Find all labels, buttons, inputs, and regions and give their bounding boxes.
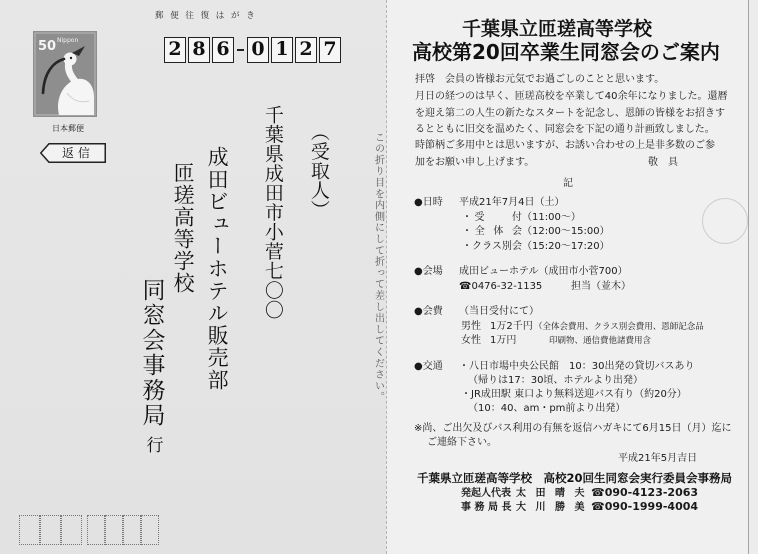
transport-line: ・JR成田駅 東口より無料送迎バス有り（約20分）	[461, 389, 687, 400]
stamp-value: 50	[38, 39, 57, 54]
venue-label: ●会場	[414, 266, 443, 277]
recipient-org-line-1: 成田ビューホテル販売部	[205, 146, 230, 392]
postcard-header-label: 郵 便 往 復 は が き	[155, 11, 257, 21]
organizer: 千葉県立匝瑳高等学校 高校20回生同窓会実行委員会事務局	[417, 471, 733, 485]
venue-contact: 担当（並木）	[571, 281, 631, 292]
ki-heading: 記	[563, 178, 573, 189]
stamp-graphic	[33, 31, 97, 117]
fee-row	[414, 306, 539, 318]
venue-name: 成田ビューホテル（成田市小菅700）	[459, 266, 628, 277]
postal-code-separator	[237, 49, 244, 51]
fee-amount: 1万2千円	[490, 321, 533, 332]
postal-code-digit: 2	[295, 37, 317, 63]
greeting-line: を迎え第二の人生の新たなスタートを記念し、恩師の皆様をお招きす	[415, 108, 725, 119]
sender-postal-box	[123, 515, 141, 545]
schedule-item	[462, 241, 610, 253]
postal-code-digit: 2	[164, 37, 186, 63]
contact-row	[461, 487, 698, 500]
fee-amount: 1万円	[490, 335, 517, 346]
sender-postal-box	[19, 515, 40, 545]
fold-line	[386, 0, 387, 554]
contact-name: 太 田 晴 夫	[516, 488, 588, 499]
greeting-line: るとともに旧交を温めたく、同窓会を下記の通り計画致しました。	[415, 124, 715, 135]
transport-line: ・八日市場中央公民館 10：30出発の貸切バスあり	[459, 361, 695, 372]
schedule-item	[462, 226, 610, 238]
postal-code-digit: 6	[212, 37, 234, 63]
sender-postal-box	[105, 515, 123, 545]
card-edge	[748, 0, 749, 554]
contact-name: 大 川 勝 美	[516, 502, 588, 513]
postal-code-digit: 8	[188, 37, 210, 63]
contact-row	[461, 501, 698, 514]
sender-postal-box	[40, 515, 61, 545]
recipient-address: 千葉県成田市小菅七〇〇	[261, 105, 284, 320]
contact-phone: ☎090-1999-4004	[591, 500, 699, 513]
stamp-issuer: 日本郵便	[52, 124, 84, 133]
fee-detail: 印刷物、通信費他諸費用含	[549, 336, 652, 346]
reply-note-line: ※尚、ご出欠及びバス利用の有無を返信ハガキにて6月15日（月）迄に	[414, 423, 732, 434]
recipient-org-line-2: 匝瑳高等学校	[171, 162, 196, 294]
reply-label: 返 信	[62, 146, 90, 160]
postal-code-digit: 0	[247, 37, 269, 63]
postmark-mark	[702, 198, 748, 244]
schedule-date: 平成21年7月4日（土）	[459, 197, 565, 208]
schedule-item	[462, 212, 581, 224]
fee-who: 女性	[461, 335, 481, 346]
recipient-label: （受取人）	[307, 122, 330, 220]
sender-postal-box	[61, 515, 82, 545]
reply-tag	[40, 143, 106, 163]
contact-role: 事 務 局 長	[461, 502, 512, 513]
transport-line: （帰りは17：30頃、ホテルより出発）	[468, 375, 643, 386]
fee-detail: （全体会費用、クラス別会費用、恩師記念品	[534, 322, 704, 332]
postal-code-digit: 1	[271, 37, 293, 63]
venue-phone: ☎0476-32-1135	[459, 281, 543, 292]
transport-row	[414, 361, 694, 373]
transport-label: ●交通	[414, 361, 443, 372]
fee-note: （当日受付にて）	[459, 306, 539, 317]
greeting-line: 時節柄ご多用中とは思いますが、お誘い合わせの上是非多数のご参	[415, 140, 715, 151]
contact-role: 発起人代表	[461, 488, 511, 499]
schedule-label: ●日時	[414, 197, 443, 208]
reply-note-line: ご連絡下さい。	[427, 437, 497, 448]
schedule-item-time: （11:00～）	[522, 212, 581, 223]
fold-instruction: この折り目を内側にして折って差し出してください。	[372, 132, 384, 404]
venue-row	[414, 266, 628, 278]
greeting-line: 月日の経つのは早く、匝瑳高校を卒業して40余年になりました。還暦	[415, 91, 728, 102]
fee-label: ●会費	[414, 306, 443, 317]
sender-postal-box	[87, 515, 105, 545]
school-name: 千葉県立匝瑳高等学校	[462, 18, 653, 40]
contact-phone: ☎090-4123-2063	[591, 486, 699, 499]
schedule-item-name: ・クラス別会	[462, 241, 522, 252]
schedule-item-name: ・全 体 会	[462, 226, 522, 237]
sender-postal-box	[141, 515, 159, 545]
notice-title: 高校第20回卒業生同窓会のご案内	[412, 40, 720, 64]
schedule-row	[414, 197, 564, 209]
recipient-suffix: 行	[142, 436, 163, 453]
postage-stamp	[33, 31, 97, 117]
issue-date: 平成21年5月吉日	[618, 453, 698, 464]
schedule-item-time: （12:00～15:00）	[522, 226, 610, 237]
greeting-line: 拝啓 会員の皆様お元気でお過ごしのことと思います。	[415, 74, 665, 85]
schedule-item-time: （15:20～17:20）	[522, 241, 610, 252]
greeting-line: 加をお願い申し上げます。	[415, 157, 535, 168]
recipient-org-line-3: 同窓会事務局	[138, 278, 165, 428]
postal-code-digit: 7	[319, 37, 341, 63]
fee-who: 男性	[461, 321, 481, 332]
schedule-item-name: ・受 付	[462, 212, 522, 223]
transport-line: （10：40、am・pm前より出発）	[468, 403, 626, 414]
stamp-brand: Nippon	[57, 37, 79, 44]
closing-phrase: 敬 具	[648, 157, 678, 168]
